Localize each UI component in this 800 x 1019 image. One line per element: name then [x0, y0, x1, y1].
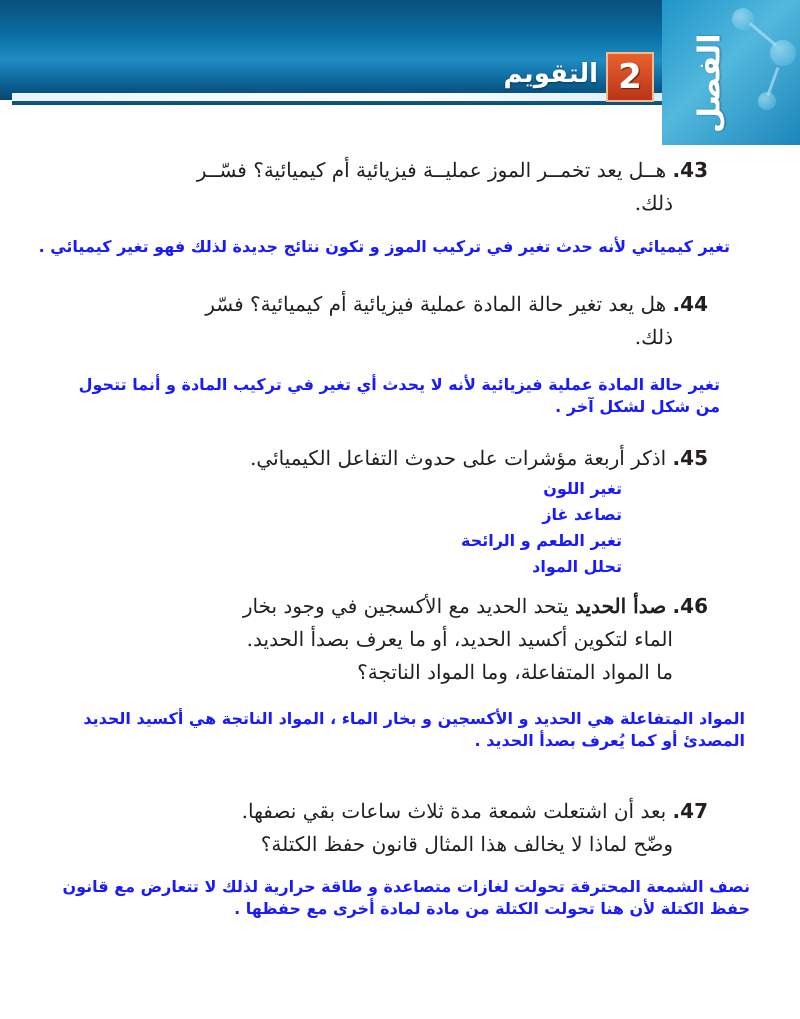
question-keyword: صدأ الحديد	[575, 594, 667, 618]
question-number: 47.	[672, 799, 708, 823]
answer-45	[222, 476, 622, 580]
question-44	[148, 288, 708, 354]
chapter-number-badge: 2	[606, 52, 654, 102]
question-45	[148, 442, 708, 475]
answer-47	[20, 876, 750, 920]
question-line	[148, 442, 708, 475]
banner-shadow	[12, 101, 662, 105]
answer-line: نصف الشمعة المحترقة تحولت لغازات متصاعدة و طاقة حرارية لذلك لا تتعارض مع قانون	[62, 877, 750, 896]
answer-list-item: تصاعد غاز	[542, 505, 622, 524]
answer-46	[25, 708, 745, 752]
question-43	[148, 154, 708, 220]
question-text: هل يعد تغير حالة المادة عملية فيزيائية أم كيميائية؟ فسّر	[205, 292, 667, 316]
answer-list-item: تغير اللون	[543, 479, 622, 498]
chapter-label: الفصل	[692, 33, 728, 133]
question-line	[108, 623, 708, 656]
answer-44	[40, 374, 720, 418]
answer-line: المصدئ أو كما يُعرف بصدأ الحديد .	[474, 731, 745, 750]
question-line	[108, 656, 708, 689]
answer-line: تغير كيميائي لأنه حدث تغير في تركيب الموز و تكون نتائج جديدة لذلك فهو تغير كيميائي .	[38, 237, 730, 256]
question-line	[148, 321, 708, 354]
question-line	[108, 590, 708, 623]
answer-list-item: تغير الطعم و الرائحة	[460, 531, 622, 550]
answer-line: حفظ الكتلة لأن هنا تحولت الكتلة من مادة لمادة أخرى مع حفظها .	[234, 899, 750, 918]
page-title: التقويم	[503, 59, 598, 89]
question-text: هــل يعد تخمــر الموز عمليــة فيزيائية أم كيميائية؟ فسّــر	[196, 158, 667, 182]
question-line	[108, 795, 708, 828]
chapter-tab	[662, 0, 800, 145]
question-text: وضّح لماذا لا يخالف هذا المثال قانون حفظ الكتلة؟	[260, 832, 673, 856]
answer-line: المواد المتفاعلة هي الحديد و الأكسجين و بخار الماء ، المواد الناتجة هي أكسيد الحديد	[83, 709, 745, 728]
answer-list-item: تحلل المواد	[532, 557, 622, 576]
question-line	[148, 154, 708, 187]
question-number: 46.	[672, 594, 708, 618]
bond-decoration	[766, 67, 779, 96]
question-text: يتحد الحديد مع الأكسجين في وجود بخار	[242, 594, 569, 618]
question-text: الماء لتكوين أكسيد الحديد، أو ما يعرف بصدأ الحديد.	[246, 627, 673, 651]
answer-43	[30, 236, 730, 258]
question-text: ذلك.	[634, 325, 673, 349]
question-number: 44.	[672, 292, 708, 316]
question-number: 43.	[672, 158, 708, 182]
question-text: ذلك.	[634, 191, 673, 215]
bond-decoration	[749, 22, 777, 46]
chapter-banner	[0, 0, 800, 145]
question-47	[108, 795, 708, 861]
question-number: 45.	[672, 446, 708, 470]
question-text: اذكر أربعة مؤشرات على حدوث التفاعل الكيميائي.	[250, 446, 667, 470]
answer-line: من شكل لشكل آخر .	[555, 397, 720, 416]
question-text: بعد أن اشتعلت شمعة مدة ثلاث ساعات بقي نصفها.	[241, 799, 667, 823]
question-line	[108, 828, 708, 861]
question-line	[148, 288, 708, 321]
question-46	[108, 590, 708, 689]
question-text: ما المواد المتفاعلة، وما المواد الناتجة؟	[357, 660, 673, 684]
question-line	[148, 187, 708, 220]
answer-line: تغير حالة المادة عملية فيزيائية لأنه لا يحدث أي تغير في تركيب المادة و أنما تتحول	[78, 375, 720, 394]
